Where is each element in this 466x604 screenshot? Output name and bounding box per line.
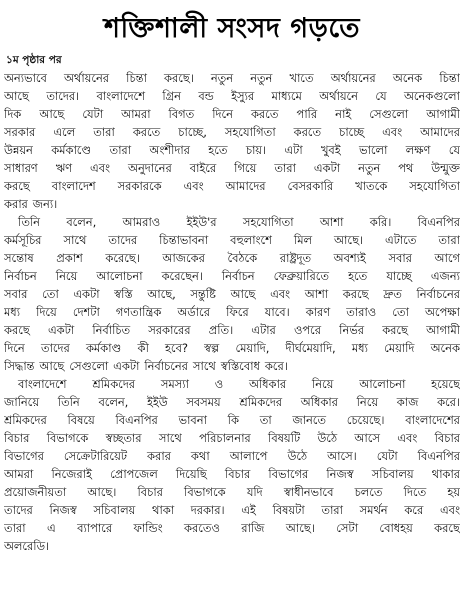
word: তো [42, 287, 59, 301]
word: নিয়ে [55, 269, 78, 283]
word: কি [227, 413, 239, 427]
word: সচিবালয় [93, 503, 136, 517]
word: বলেন, [98, 395, 129, 409]
word: মেয়াদি, [235, 341, 270, 355]
word: স্বস্তি [114, 287, 133, 301]
word: ফিরে [226, 305, 249, 319]
word: অর্থায়নের [330, 71, 376, 85]
word: চিন্তা [126, 71, 147, 85]
word: তিনি [57, 395, 80, 409]
word: অধিকার [248, 377, 287, 391]
text-line [4, 465, 460, 483]
word: চিন্তাভাবনা [159, 233, 209, 247]
word: দীর্ঘমেয়াদি, [285, 341, 336, 355]
word: বিষয়টি [268, 431, 301, 445]
text-line [4, 501, 460, 519]
word: কারণ [305, 305, 331, 319]
word: সচিবালয় [371, 467, 414, 481]
word: এই [241, 503, 256, 517]
word: বিচার [434, 431, 460, 445]
word: স্বাধীনভাবে [283, 485, 334, 499]
word: আলোচনা [359, 377, 406, 391]
word: করতেও [184, 521, 220, 535]
word: সরকার [4, 125, 36, 139]
word: বন্ড [198, 89, 214, 103]
word: একটা [113, 359, 140, 373]
word: আছে [39, 359, 65, 373]
word: রাষ্ট্রদূত [279, 251, 312, 265]
word: অলরেডি। [4, 539, 49, 553]
word: অনেক [392, 71, 423, 85]
word: ইইউ [146, 395, 168, 409]
word: এলে [53, 125, 76, 139]
word: তারা [321, 503, 343, 517]
word: থাকা [151, 503, 175, 517]
word: সাধারণ [4, 161, 38, 175]
word: ও [214, 377, 224, 391]
word: তারা [4, 521, 26, 535]
word: হতে [208, 143, 228, 157]
continuation-label: ১ম পৃষ্ঠার পর [6, 54, 62, 66]
text-line [4, 87, 460, 105]
word: করে। [264, 359, 288, 373]
word: ফান্ডিং [133, 521, 163, 535]
text-line [4, 537, 460, 555]
text-line [4, 249, 460, 267]
word: করার [4, 197, 28, 211]
word: করে। [437, 395, 460, 409]
word: যাচ্ছে [386, 269, 412, 283]
word: হয় [447, 485, 460, 499]
paragraph [4, 69, 460, 213]
word: অর্থায়নে [319, 89, 358, 103]
word: এবং [183, 179, 204, 193]
text-line [4, 393, 460, 411]
word: করতে [293, 125, 322, 139]
word: করতে [132, 125, 161, 139]
text-line [4, 123, 460, 141]
word: শ্রমিকদের [92, 377, 135, 391]
text-line [4, 159, 460, 177]
word: শ্রমিকদের [4, 413, 47, 427]
word: ব্যাপারে [77, 521, 113, 535]
word: উন্মুক্ত [431, 161, 460, 175]
word: পথ [398, 161, 414, 175]
word: সেক্রেটারিয়েট [63, 449, 127, 463]
word: বিষয়টা [272, 503, 305, 517]
word: মধ্য [351, 341, 368, 355]
word: গিয়ে [234, 161, 257, 175]
word: করি। [369, 215, 392, 229]
word: গণতান্ত্রিক [115, 305, 162, 319]
word: সন্তোষ [4, 251, 34, 265]
word: মিল [293, 233, 312, 247]
word: উঠে [287, 449, 308, 463]
word: আজকের [162, 251, 205, 265]
word: সরকারকে [117, 179, 162, 193]
word: অবশ্যই [333, 251, 366, 265]
word: বিভাগের [4, 449, 44, 463]
word: অংশীদার [149, 143, 190, 157]
word: বিচার [224, 467, 251, 481]
word: এবং [382, 125, 403, 139]
word: জন্য। [32, 197, 58, 211]
word: দিক [4, 107, 22, 121]
text-line [4, 69, 460, 87]
text-line [4, 267, 460, 285]
word: আমরাও [122, 215, 161, 229]
word: তাদের। [46, 89, 80, 103]
word: এজন্য [430, 269, 460, 283]
word: সাথে [158, 431, 182, 445]
word: আছে, [147, 287, 176, 301]
word: জানিয়ে [4, 395, 40, 409]
word: ভালো [359, 143, 388, 157]
word: আমাদের [225, 179, 266, 193]
word: প্রয়োজনীয়তা [4, 485, 67, 499]
word: তাদের [40, 341, 70, 355]
word: বাংলাদেশে [18, 377, 67, 391]
word: নিজস্ব [326, 467, 354, 481]
word: আছে [4, 89, 29, 103]
word: বিভাগকে [184, 485, 226, 499]
word: নির্বাচনের [144, 359, 188, 373]
word: তাদের [4, 503, 33, 517]
word: কী [137, 341, 149, 355]
word: করছে [4, 179, 30, 193]
word: চেয়েছে। [346, 413, 385, 427]
word: আমরা [4, 467, 34, 481]
word: করছে। [164, 71, 194, 85]
word: এবং [90, 161, 111, 175]
word: বাংলাদেশের [405, 413, 460, 427]
word: অর্ডারে [177, 305, 210, 319]
text-line [4, 303, 460, 321]
word: একটা [73, 287, 100, 301]
word: নিজেরাই [51, 467, 92, 481]
word: যেটা [376, 449, 398, 463]
word: করছে [4, 323, 30, 337]
word: ইস্যুর [231, 89, 255, 103]
word: কথা [190, 449, 210, 463]
word: বাংলাদেশ [51, 179, 96, 193]
word: লক্ষণ [405, 143, 431, 157]
word: সমর্থন [359, 503, 388, 517]
word: একটা [313, 161, 341, 175]
word: সেগুলো [69, 359, 109, 373]
word: সবার [4, 287, 28, 301]
word: সেটা [336, 521, 358, 535]
text-line [4, 105, 460, 123]
word: করেছে। [105, 251, 140, 265]
word: অনেক [430, 341, 460, 355]
word: কর্মসূচির [4, 233, 42, 247]
word: এ [46, 521, 56, 535]
word: কাজ [396, 395, 419, 409]
word: অনুদানের [128, 161, 172, 175]
word: নিজস্ব [49, 503, 77, 517]
word: নতুন [358, 161, 381, 175]
word: যেটা [82, 107, 104, 121]
word: খাতে [289, 71, 314, 85]
word: করে [404, 503, 424, 517]
text-line [4, 195, 460, 213]
word: সহযোগিতা [409, 179, 460, 193]
word: চাচ্ছে [339, 125, 365, 139]
word: দিতে [403, 485, 427, 499]
word: এটার [251, 323, 276, 337]
word: আছে [230, 287, 256, 301]
word: তারাও [346, 305, 377, 319]
word: নির্বাচন [221, 269, 255, 283]
text-line [4, 483, 460, 501]
word: সবসময় [186, 395, 221, 409]
word: নিয়ে [356, 395, 379, 409]
word: এবং [397, 431, 418, 445]
text-line [4, 141, 460, 159]
headline: শক্তিশালী সংসদ গড়তে [104, 13, 360, 44]
word: খুবই [320, 143, 341, 157]
word: নতুন [210, 71, 233, 85]
word: অধিকার [300, 395, 338, 409]
word: ইইউ'র [186, 215, 217, 229]
text-line [4, 213, 460, 231]
word: এটাতে [384, 233, 417, 247]
word: চায়। [245, 143, 266, 157]
word: দিয়ে [36, 305, 57, 319]
word: আলোচনা [96, 269, 143, 283]
word: হতে [348, 269, 368, 283]
word: মধ্য [4, 305, 20, 319]
word: আছে। [285, 521, 315, 535]
word: এবং [439, 503, 460, 517]
word: মেয়াদি [384, 341, 415, 355]
word: নির্বাচিত [92, 323, 131, 337]
word: সাথে [63, 233, 87, 247]
text-line [4, 411, 460, 429]
word: চিন্তা [439, 71, 460, 85]
word: আলাপে [229, 449, 268, 463]
word: দিনে [4, 341, 25, 355]
word: তাদের [108, 233, 138, 247]
word: বিষয়ে [67, 413, 95, 427]
text-line [4, 429, 460, 447]
word: আমাদের [420, 125, 460, 139]
word: আগামী [426, 107, 460, 121]
word: আসে [354, 431, 380, 445]
word: দিয়েছি [175, 467, 207, 481]
word: নির্বাচন [4, 269, 37, 283]
word: করছে [342, 287, 369, 301]
word: চলতে [354, 485, 383, 499]
word: বিভাগের [268, 467, 309, 481]
text-line [4, 339, 460, 357]
word: সবার [388, 251, 412, 265]
word: উন্নয়ন [4, 143, 33, 157]
word: বাইরে [189, 161, 217, 175]
word: সমস্যা [160, 377, 189, 391]
word: প্রকাশ [56, 251, 83, 265]
word: স্বল্প [204, 341, 220, 355]
word: করেছেন। [161, 269, 203, 283]
word: অনেকগুলো [403, 89, 460, 103]
word: সিদ্ধান্ত [4, 359, 35, 373]
word: সরকারের [148, 323, 191, 337]
word: বিএনপির [417, 215, 460, 229]
word: প্রোপজেল [110, 467, 158, 481]
word: আছে [39, 107, 65, 121]
word: কর্মকাণ্ড [85, 341, 122, 355]
word: রাজি [241, 521, 265, 535]
word: পারি [296, 107, 318, 121]
word: আসে। [327, 449, 357, 463]
text-line [4, 447, 460, 465]
word: বিভাগকে [46, 431, 89, 445]
word: গ্রিন [162, 89, 181, 103]
word: আশা [319, 215, 344, 229]
word: অন্যভাবে [4, 71, 47, 85]
text-line [4, 357, 460, 375]
word: তারা [93, 125, 115, 139]
text-line [4, 285, 460, 303]
word: থাকার [431, 467, 460, 481]
word: ওপরে [293, 323, 321, 337]
word: ভাবনা [178, 413, 207, 427]
word: করার [147, 449, 171, 463]
word: আছে। [334, 233, 363, 247]
word: ফেব্রুয়ারিতে [273, 269, 329, 283]
word: এটা [284, 143, 303, 157]
word: বহুলাংশে [230, 233, 272, 247]
word: নাই [335, 107, 352, 121]
word: যে [375, 89, 387, 103]
word: বেসরকারি [287, 179, 334, 193]
word: আছে। [87, 485, 117, 499]
word: দেশটা [72, 305, 100, 319]
word: সন্তুষ্টি [190, 287, 216, 301]
word: যে [448, 143, 460, 157]
word: নির্বাচনের [416, 287, 460, 301]
word: স্বচ্ছতার [105, 431, 142, 445]
word: হয়েছে [431, 377, 460, 391]
word: জানতে [292, 413, 326, 427]
word: হবে? [164, 341, 188, 355]
word: ঋণ [55, 161, 73, 175]
word: তো [392, 305, 409, 319]
paragraph [4, 375, 460, 555]
word: এবং [270, 287, 291, 301]
text-line [4, 177, 460, 195]
word: বাংলাদেশে [96, 89, 145, 103]
word: মাধ্যমে [271, 89, 302, 103]
word: তা [259, 413, 272, 427]
word: বিচার [137, 485, 163, 499]
word: সহযোগিতা [242, 215, 294, 229]
text-line [4, 519, 460, 537]
word: বিএনপির [417, 449, 460, 463]
word: অপেক্ষা [425, 305, 460, 319]
word: শ্রমিকদের [239, 395, 283, 409]
word: খাতকে [355, 179, 388, 193]
article-body [4, 69, 460, 555]
word: আশা [304, 287, 329, 301]
text-line [4, 375, 460, 393]
word: বিচার [4, 431, 30, 445]
word: করছে [434, 521, 460, 535]
word: তিনি [18, 215, 40, 229]
text-line [4, 321, 460, 339]
word: সাথে [192, 359, 216, 373]
word: প্রতি। [208, 323, 234, 337]
paragraph [4, 213, 460, 375]
word: আগে [434, 251, 460, 265]
word: দিনে [212, 107, 233, 121]
word: আমরা [121, 107, 151, 121]
word: করছে [382, 323, 408, 337]
text-line [4, 231, 460, 249]
news-article [4, 0, 460, 604]
word: বিএনপির [115, 413, 158, 427]
word: বিগত [168, 107, 195, 121]
word: তারা [109, 143, 132, 157]
word: নির্ভর [339, 323, 364, 337]
word: যদি [246, 485, 263, 499]
word: স্বস্তিবোধ [220, 359, 260, 373]
word: বোধহয় [379, 521, 413, 535]
word: পরিচালনার [199, 431, 251, 445]
word: দ্রুত [383, 287, 402, 301]
word: সেগুলো [369, 107, 409, 121]
word: তারা [438, 233, 460, 247]
word: সহযোগিতা [224, 125, 276, 139]
word: আগামী [426, 323, 460, 337]
word: করতে [250, 107, 279, 121]
word: যাবে। [264, 305, 290, 319]
word: বৈঠকে [227, 251, 258, 265]
word: তারা [274, 161, 296, 175]
word: একটা [47, 323, 75, 337]
word: কর্মকাণ্ডে [51, 143, 92, 157]
word: নতুন [250, 71, 273, 85]
word: চাচ্ছে, [178, 125, 207, 139]
word: অর্থায়নের [64, 71, 109, 85]
word: বলেন, [66, 215, 97, 229]
word: উঠে [317, 431, 338, 445]
word: নিয়ে [311, 377, 334, 391]
word: দরকার। [190, 503, 225, 517]
